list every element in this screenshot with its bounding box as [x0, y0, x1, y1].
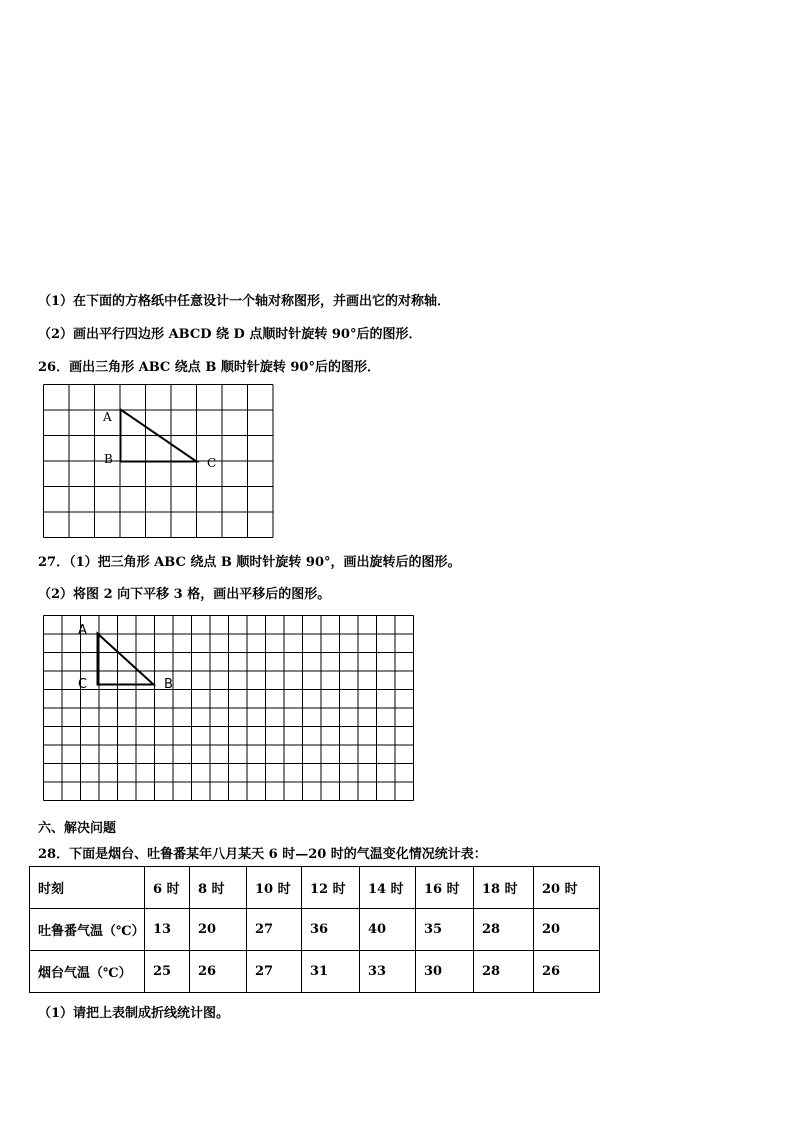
figure-26-label-b: B [104, 452, 113, 466]
figure-27-label-a: A [78, 623, 87, 638]
question-27-1: 27．（1）把三角形 ABC 绕点 B 顺时针旋转 90°，画出旋转后的图形。 [38, 555, 461, 570]
table-cell: 36 [302, 909, 360, 951]
temperature-table [29, 866, 600, 993]
question-25-1: （1）在下面的方格纸中任意设计一个轴对称图形，并画出它的对称轴． [38, 294, 451, 309]
figure-27-label-c: C [78, 677, 88, 692]
table-cell: 13 [145, 909, 190, 951]
figure-27-label-b: B [164, 677, 173, 692]
table-cell: 40 [360, 909, 416, 951]
table-cell: 20 [190, 909, 247, 951]
figure-26-label-c: C [207, 456, 217, 470]
table-cell: 26 [534, 951, 600, 993]
table-header-cell: 16 时 [416, 867, 474, 909]
table-cell: 26 [190, 951, 247, 993]
table-cell: 31 [302, 951, 360, 993]
figure-27-grid [43, 615, 415, 805]
table-cell: 25 [145, 951, 190, 993]
figure-26-grid [43, 384, 274, 540]
question-26: 26．画出三角形 ABC 绕点 B 顺时针旋转 90°后的图形． [38, 360, 380, 375]
section-6-heading: 六、解决问题 [38, 821, 117, 836]
figure-26-label-a: A [103, 410, 112, 424]
table-cell: 28 [474, 951, 534, 993]
table-cell: 吐鲁番气温（℃） [30, 909, 145, 951]
table-header-cell: 20 时 [534, 867, 600, 909]
table-cell: 27 [247, 909, 302, 951]
table-header-cell: 8 时 [190, 867, 247, 909]
table-row [30, 951, 600, 993]
table-cell: 28 [474, 909, 534, 951]
question-28: 28．下面是烟台、吐鲁番某年八月某天 6 时—20 时的气温变化情况统计表： [38, 847, 487, 862]
question-28-1: （1）请把上表制成折线统计图。 [38, 1006, 230, 1021]
table-cell: 35 [416, 909, 474, 951]
table-header-cell: 12 时 [302, 867, 360, 909]
table-header-row [30, 867, 600, 909]
question-25-2: （2）画出平行四边形 ABCD 绕 D 点顺时针旋转 90°后的图形． [38, 327, 422, 342]
table-header-cell: 14 时 [360, 867, 416, 909]
table-cell: 20 [534, 909, 600, 951]
table-cell: 27 [247, 951, 302, 993]
table-header-cell: 10 时 [247, 867, 302, 909]
table-cell: 烟台气温（℃） [30, 951, 145, 993]
table-cell: 33 [360, 951, 416, 993]
table-row [30, 909, 600, 951]
table-header-cell: 18 时 [474, 867, 534, 909]
table-header-cell: 时刻 [30, 867, 145, 909]
table-cell: 30 [416, 951, 474, 993]
table-header-cell: 6 时 [145, 867, 190, 909]
question-27-2: （2）将图 2 向下平移 3 格，画出平移后的图形。 [38, 587, 331, 602]
triangle-abc-2 [98, 634, 154, 685]
